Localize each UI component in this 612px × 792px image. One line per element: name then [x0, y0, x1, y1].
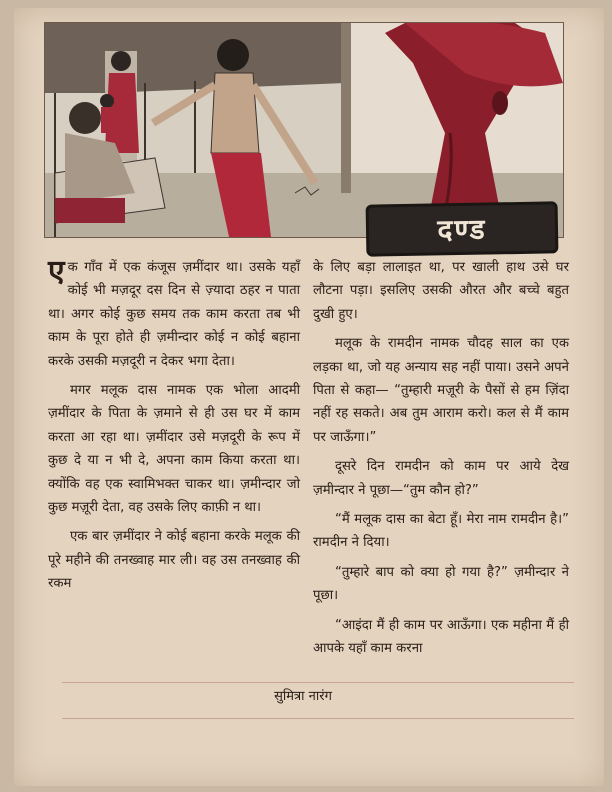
paragraph: एक गाँव में एक कंजूस ज़मींदार था। उसके यहाँ कोई भी मज़दूर दस दिन से ज़्यादा ठहर न पाता था। अगर कोई कुछ समय तक काम करता तब भी काम के पूरा होते ही ज़मीन्दार कोई न कोई बहाना करके उसकी मज़दूरी न देकर भगा देता। — [48, 254, 300, 369]
paragraph: मगर मलूक दास नामक एक भोला आदमी ज़मींदार के पिता के ज़माने से ही उस घर में काम करता आ रहा था। ज़मींदार उसे मज़दूरी के रूप में कुछ दे या न भी दे, अपना काम किया करता था। क्योंकि वह एक स्वामिभक्त चाकर था। ज़मीन्दार जो कुछ मज़ूरी देता, वह उसके लिए काफ़ी न था। — [48, 383, 300, 516]
right-column — [313, 256, 569, 667]
drop-cap: ए — [48, 254, 65, 289]
paragraph: “मैं मलूक दास का बेटा हूँ। मेरा नाम रामदीन है।” रामदीन ने दिया। — [313, 512, 569, 551]
divider-bottom — [62, 718, 574, 719]
story-title-plate — [366, 201, 559, 256]
paragraph: “आइंदा मैं ही काम पर आऊँगा। एक महीना मैं ही आपके यहाँ काम करना — [313, 617, 569, 657]
paragraph: एक बार ज़मींदार ने कोई बहाना करके मलूक की पूरे महीने की तनख्वाह मार ली। वह उस तनख्वाह की रकम — [48, 529, 300, 592]
paragraph: दूसरे दिन रामदीन को काम पर आये देख ज़मीन्दार ने पूछा—“तुम कौन हो?” — [313, 459, 569, 498]
paragraph: “तुम्हारे बाप को क्या हो गया है?” ज़मीन्दार ने पूछा। — [313, 564, 569, 604]
story-title: दण्ड — [437, 212, 487, 247]
paragraph: के लिए बड़ा लालाइत था, पर खाली हाथ उसे घर लौटना पड़ा। इसलिए उसकी औरत और बच्चे बहुत दुखी हुए। — [313, 260, 569, 322]
divider-top — [62, 682, 574, 683]
author-byline: सुमित्रा नारंग — [274, 689, 332, 704]
left-column — [48, 256, 300, 602]
paragraph: मलूक के रामदीन नामक चौदह साल का एक लड़का था, जो यह अन्याय सह नहीं पाया। उसने अपने पिता से कहा— “तुम्हारी मज़ूरी के पैसों से हम ज़िंदा नहीं रह सकते। अब तुम आराम करो। कल से मैं काम पर जाऊँगा।” — [313, 336, 569, 445]
